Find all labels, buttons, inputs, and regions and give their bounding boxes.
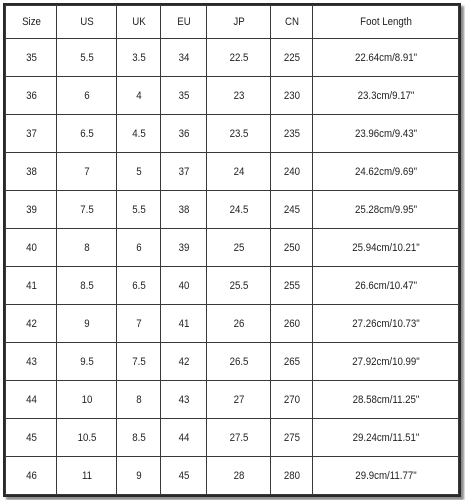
- cell-foot-length: 29.24cm/11.51": [321, 419, 449, 457]
- cell-foot-length: 22.64cm/8.91": [321, 39, 449, 77]
- cell-us: 9.5: [60, 343, 113, 381]
- cell-eu: 43: [163, 381, 203, 419]
- cell-uk: 3.5: [119, 39, 158, 77]
- cell-us: 5.5: [60, 39, 113, 77]
- cell-size: 40: [9, 229, 54, 267]
- cell-cn: 275: [273, 419, 310, 457]
- cell-eu: 39: [163, 229, 203, 267]
- cell-uk: 4.5: [119, 115, 158, 153]
- cell-jp: 28: [210, 457, 266, 495]
- table-row: [6, 115, 459, 153]
- cell-us: 10.5: [60, 419, 113, 457]
- size-chart-frame: [3, 3, 461, 497]
- cell-cn: 230: [273, 77, 310, 115]
- cell-cn: 245: [273, 191, 310, 229]
- cell-size: 43: [9, 343, 54, 381]
- cell-us: 9: [60, 305, 113, 343]
- cell-eu: 38: [163, 191, 203, 229]
- cell-jp: 25: [210, 229, 266, 267]
- cell-eu: 40: [163, 267, 203, 305]
- table-row: [6, 267, 459, 305]
- cell-eu: 35: [163, 77, 203, 115]
- table-row: [6, 77, 459, 115]
- cell-eu: 37: [163, 153, 203, 191]
- cell-eu: 41: [163, 305, 203, 343]
- cell-foot-length: 25.94cm/10.21": [321, 229, 449, 267]
- cell-foot-length: 29.9cm/11.77": [321, 457, 449, 495]
- column-header-jp: JP: [210, 6, 266, 39]
- cell-uk: 9: [119, 457, 158, 495]
- cell-cn: 255: [273, 267, 310, 305]
- cell-uk: 8: [119, 381, 158, 419]
- table-row: [6, 419, 459, 457]
- cell-us: 10: [60, 381, 113, 419]
- cell-foot-length: 23.96cm/9.43": [321, 115, 449, 153]
- cell-cn: 225: [273, 39, 310, 77]
- cell-uk: 4: [119, 77, 158, 115]
- table-row: [6, 229, 459, 267]
- cell-size: 39: [9, 191, 54, 229]
- cell-cn: 265: [273, 343, 310, 381]
- cell-jp: 23.5: [210, 115, 266, 153]
- cell-cn: 240: [273, 153, 310, 191]
- cell-foot-length: 24.62cm/9.69": [321, 153, 449, 191]
- table-row: [6, 39, 459, 77]
- cell-uk: 7.5: [119, 343, 158, 381]
- cell-foot-length: 27.92cm/10.99": [321, 343, 449, 381]
- cell-eu: 42: [163, 343, 203, 381]
- cell-cn: 260: [273, 305, 310, 343]
- table-row: [6, 305, 459, 343]
- cell-foot-length: 28.58cm/11.25": [321, 381, 449, 419]
- column-header-cn: CN: [273, 6, 310, 39]
- cell-us: 6.5: [60, 115, 113, 153]
- cell-foot-length: 26.6cm/10.47": [321, 267, 449, 305]
- cell-size: 41: [9, 267, 54, 305]
- cell-us: 11: [60, 457, 113, 495]
- cell-uk: 6: [119, 229, 158, 267]
- cell-jp: 26.5: [210, 343, 266, 381]
- column-header-uk: UK: [119, 6, 158, 39]
- cell-uk: 8.5: [119, 419, 158, 457]
- cell-size: 38: [9, 153, 54, 191]
- table-row: [6, 381, 459, 419]
- cell-eu: 44: [163, 419, 203, 457]
- column-header-us: US: [60, 6, 113, 39]
- cell-cn: 235: [273, 115, 310, 153]
- cell-uk: 5: [119, 153, 158, 191]
- size-chart-table: [5, 5, 459, 495]
- cell-us: 8.5: [60, 267, 113, 305]
- cell-size: 46: [9, 457, 54, 495]
- cell-eu: 34: [163, 39, 203, 77]
- cell-size: 37: [9, 115, 54, 153]
- cell-jp: 24: [210, 153, 266, 191]
- column-header-eu: EU: [163, 6, 203, 39]
- table-header: [6, 6, 459, 39]
- cell-size: 45: [9, 419, 54, 457]
- cell-jp: 22.5: [210, 39, 266, 77]
- table-row: [6, 457, 459, 495]
- cell-eu: 45: [163, 457, 203, 495]
- cell-us: 7.5: [60, 191, 113, 229]
- cell-jp: 26: [210, 305, 266, 343]
- cell-us: 6: [60, 77, 113, 115]
- table-row: [6, 191, 459, 229]
- cell-uk: 5.5: [119, 191, 158, 229]
- cell-us: 8: [60, 229, 113, 267]
- cell-eu: 36: [163, 115, 203, 153]
- cell-size: 35: [9, 39, 54, 77]
- column-header-size: Size: [9, 6, 54, 39]
- cell-jp: 25.5: [210, 267, 266, 305]
- table-body: [6, 39, 459, 495]
- cell-cn: 280: [273, 457, 310, 495]
- cell-cn: 250: [273, 229, 310, 267]
- column-header-foot-length: Foot Length: [321, 6, 449, 39]
- cell-jp: 23: [210, 77, 266, 115]
- cell-size: 42: [9, 305, 54, 343]
- cell-foot-length: 23.3cm/9.17": [321, 77, 449, 115]
- cell-foot-length: 25.28cm/9.95": [321, 191, 449, 229]
- cell-foot-length: 27.26cm/10.73": [321, 305, 449, 343]
- cell-jp: 24.5: [210, 191, 266, 229]
- cell-size: 36: [9, 77, 54, 115]
- cell-size: 44: [9, 381, 54, 419]
- cell-jp: 27: [210, 381, 266, 419]
- table-row: [6, 153, 459, 191]
- cell-jp: 27.5: [210, 419, 266, 457]
- header-row: [6, 6, 459, 39]
- cell-cn: 270: [273, 381, 310, 419]
- cell-uk: 6.5: [119, 267, 158, 305]
- table-row: [6, 343, 459, 381]
- cell-uk: 7: [119, 305, 158, 343]
- cell-us: 7: [60, 153, 113, 191]
